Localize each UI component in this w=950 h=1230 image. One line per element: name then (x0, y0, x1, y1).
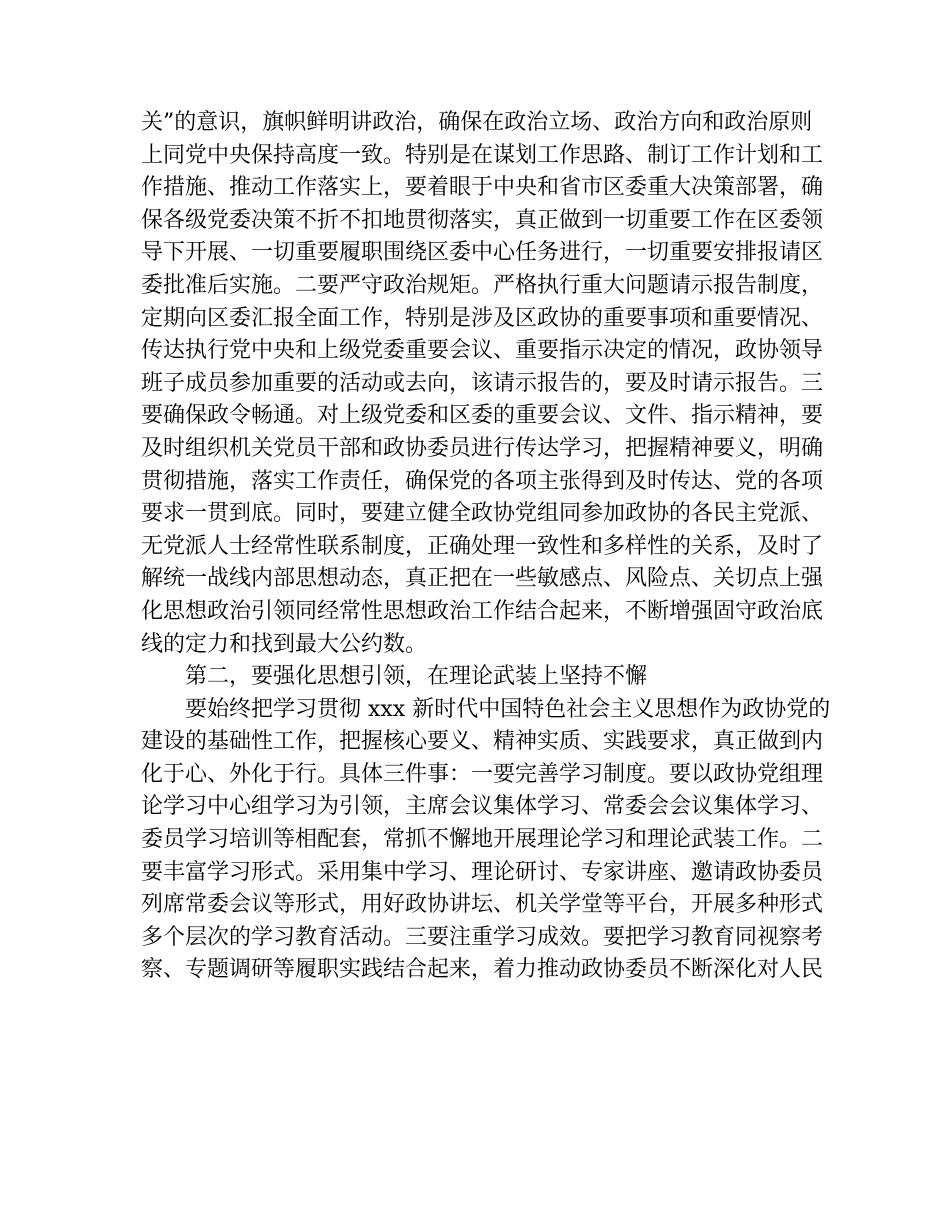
section-heading: 第二，要强化思想引领，在理论武装上坚持不懈 (185, 664, 648, 690)
paragraph-line: 论学习中心组学习为引领，主席会议集体学习、常委会会议集体学习、 (141, 794, 824, 820)
paragraph-line: 关”的意识，旗帜鲜明讲政治，确保在政治立场、政治方向和政治原则 (141, 110, 813, 135)
paragraph-line: 要确保政令畅通。对上级党委和区委的重要会议、文件、指示精神，要 (141, 403, 824, 429)
paragraph-line: 要求一贯到底。同时，要建立健全政协党组同参加政协的各民主党派、 (141, 501, 824, 527)
paragraph-line: 化于心、外化于行。具体三件事：一要完善学习制度。要以政协党组理 (141, 761, 824, 787)
paragraph-line: 贯彻措施，落实工作责任，确保党的各项主张得到及时传达、党的各项 (141, 468, 824, 494)
paragraph-line: 列席常委会议等形式，用好政协讲坛、机关学堂等平台，开展多种形式 (141, 892, 824, 918)
paragraph-line: 化思想政治引领同经常性思想政治工作结合起来，不断增强固守政治底 (141, 598, 824, 624)
paragraph-line: 要丰富学习形式。采用集中学习、理论研讨、专家讲座、邀请政协委员 (141, 859, 824, 885)
document-body (141, 107, 831, 987)
paragraph-line: 建设的基础性工作，把握核心要义、精神实质、实践要求，真正做到内 (141, 729, 824, 755)
paragraph-line: 察、专题调研等履职实践结合起来，着力推动政协委员不断深化对人民 (141, 957, 824, 983)
paragraph-line: 定期向区委汇报全面工作，特别是涉及区政协的重要事项和重要情况、 (141, 305, 824, 331)
paragraph-line: 线的定力和找到最大公约数。 (141, 631, 428, 657)
paragraph-line: 及时组织机关党员干部和政协委员进行传达学习，把握精神要义，明确 (141, 435, 824, 461)
paragraph-line: 导下开展、一切重要履职围绕区委中心任务进行，一切重要安排报请区 (141, 240, 824, 266)
paragraph-line: 传达执行党中央和上级党委重要会议、重要指示决定的情况，政协领导 (141, 338, 824, 364)
paragraph-line: 无党派人士经常性联系制度，正确处理一致性和多样性的关系，及时了 (141, 533, 824, 559)
paragraph-line: 委批准后实施。二要严守政治规矩。严格执行重大问题请示报告制度， (141, 272, 824, 298)
paragraph-line: 解统一战线内部思想动态，真正把在一些敏感点、风险点、关切点上强 (141, 566, 824, 592)
paragraph-line: 要始终把学习贯彻 xxx 新时代中国特色社会主义思想作为政协党的 (185, 696, 831, 722)
paragraph-line: 委员学习培训等相配套，常抓不懈地开展理论学习和理论武装工作。二 (141, 827, 824, 853)
paragraph-line: 作措施、推动工作落实上，要着眼于中央和省市区委重大决策部署，确 (141, 175, 824, 201)
paragraph-line: 班子成员参加重要的活动或去向，该请示报告的，要及时请示报告。三 (141, 370, 824, 396)
paragraph-line: 多个层次的学习教育活动。三要注重学习成效。要把学习教育同视察考 (141, 924, 824, 950)
paragraph-line: 保各级党委决策不折不扣地贯彻落实，真正做到一切重要工作在区委领 (141, 207, 824, 233)
paragraph-line: 上同党中央保持高度一致。特别是在谋划工作思路、制订工作计划和工 (141, 142, 824, 168)
